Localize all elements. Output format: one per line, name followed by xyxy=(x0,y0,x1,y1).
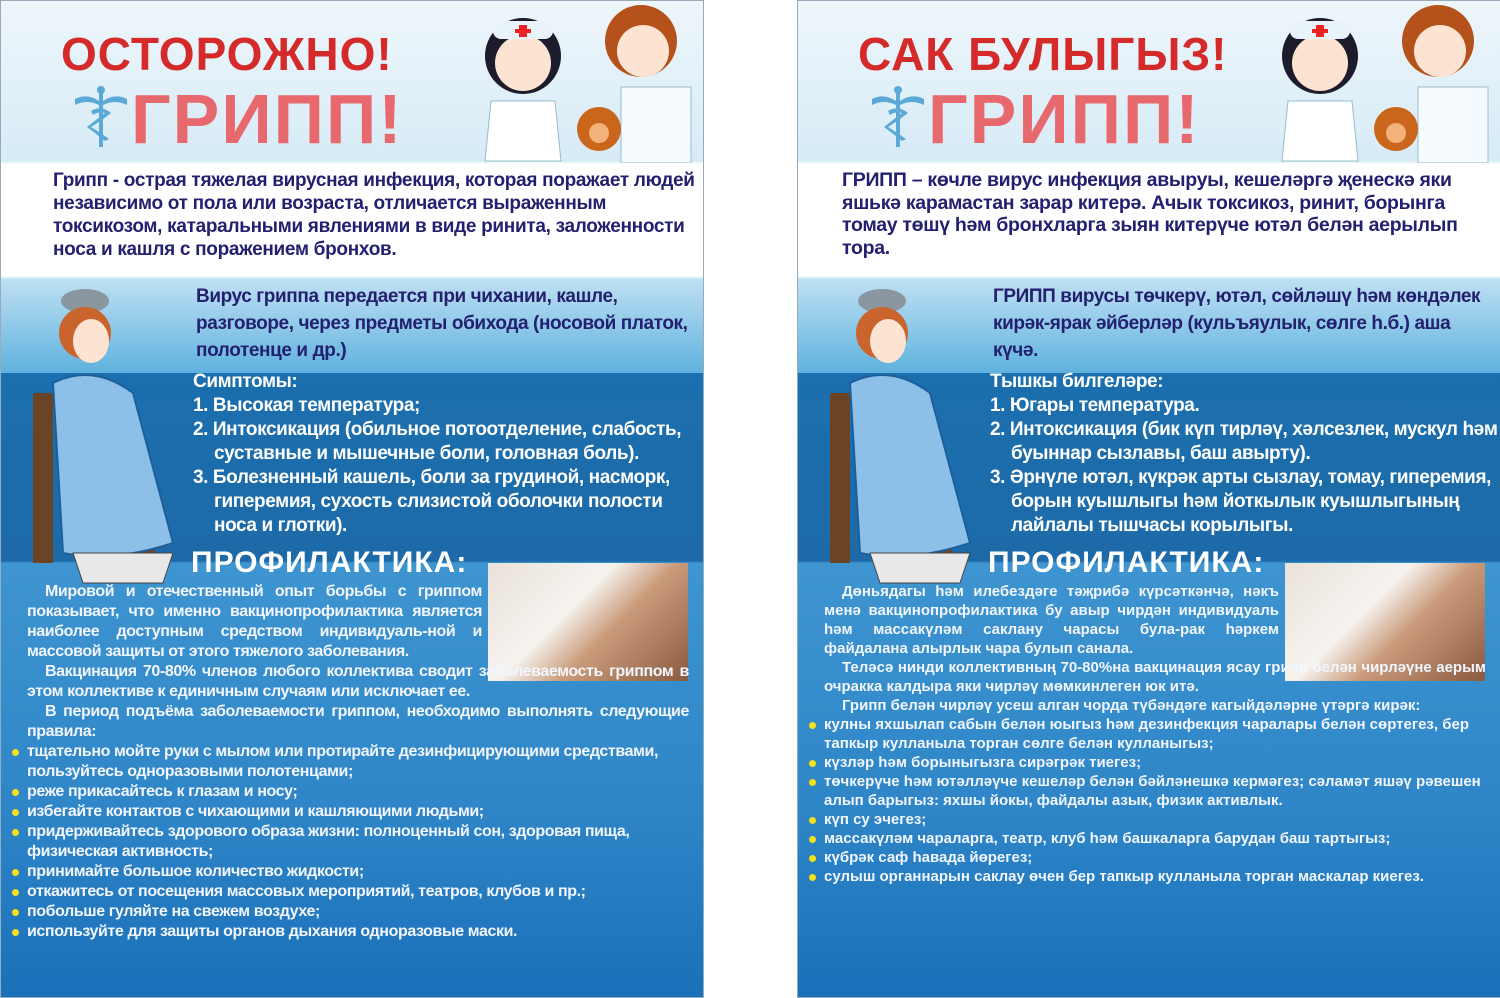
rule-item: побольше гуляйте на свежем воздухе; xyxy=(27,902,689,922)
prophylaxis-paragraph: Грипп белән чирләү усеш алган чорда түбәндәге кагыйдәләрне үтәргә кирәк: xyxy=(842,697,1421,714)
nurse-doctor-illustration xyxy=(1268,1,1500,163)
rule-item: принимайте большое количество жидкости; xyxy=(27,862,689,882)
symptom-item: 1. Югары температура. xyxy=(990,395,1200,416)
intro-text: Грипп - острая тяжелая вирусная инфекция, которая поражает людей независимо от пола или возраста, отличается выраженным токсикозом, катаральными явлениями в виде ринита, заложенности носа и кашля с поражением бронхов. xyxy=(53,170,695,260)
symptom-item: 1. Высокая температура; xyxy=(193,395,420,416)
rule-item: күбрәк саф һавада йөрегез; xyxy=(824,848,1486,867)
rule-item: избегайте контактов с чихающими и кашляющими людьми; xyxy=(27,802,689,822)
flu-title: ГРИПП! xyxy=(928,80,1201,158)
prophylaxis-paragraph: Мировой и отечественный опыт борьбы с гриппом показывает, что именно вакцинопрофилактика является наиболее доступным средством индивидуаль-ной и массовой защиты от этого тяжелого заболевания. xyxy=(27,583,482,660)
prophylaxis-body xyxy=(27,582,689,942)
content-flow xyxy=(1,283,704,942)
poster-ru xyxy=(0,0,704,998)
transmission-text: ГРИПП вирусы төчкерү, ютәл, сөйләшү һәм көндәлек кирәк-ярак әйберләр (кульъяулык, сөлге һ.б.) аша күчә. xyxy=(993,286,1481,361)
symptoms-block xyxy=(193,370,701,538)
symptom-item: 3. Әрнүле ютәл, күкрәк арты сызлау, томау, гиперемия, борын куышлыгы һәм йоткылык куышлыгының лайлалы тышчасы корылыгы. xyxy=(990,467,1492,536)
poster-tt xyxy=(797,0,1500,998)
symptom-item: 3. Болезненный кашель, боли за грудиной, насморк, гиперемия, сухость слизистой оболочки полости носа и глотки). xyxy=(193,467,670,536)
rule-item: откажитесь от посещения массовых мероприятий, театров, клубов и пр.; xyxy=(27,882,689,902)
rule-item: придерживайтесь здорового образа жизни: полноценный сон, здоровая пища, физическая активность; xyxy=(27,822,689,862)
warning-title: ОСТОРОЖНО! xyxy=(61,28,393,80)
prophylaxis-paragraph: Дөньядагы һәм илебездәге тәҗрибә күрсәткәнчә, нәкъ менә вакцинопрофилактика бу авыр чирдән индивидуаль һәм массакүләм саклану чарасы булa-рак һәркем файдалана алырлык чара булып санала. xyxy=(824,583,1279,657)
prophylaxis-paragraph: Теләсә нинди коллективның 70-80%на вакцинация ясау грипп белән чирләүне аерым очракка калдыра яки чирләү мөмкинлеген юк итә. xyxy=(824,659,1486,695)
rule-item: массакүләм чараларга, театр, клуб һәм башкаларга барудан баш тартыгыз; xyxy=(824,829,1486,848)
caduceus-icon xyxy=(870,85,926,149)
rule-item: күп су эчегез; xyxy=(824,810,1486,829)
prophylaxis-paragraph: В период подъёма заболеваемости гриппом, необходимо выполнять следующие правила: xyxy=(27,703,689,740)
rule-item: төчкерүче һәм ютәлләүче кешеләр белән бәйләнешкә кермәгез; сәламәт яшәү рәвешен алып барыгыз: яхшы йокы, файдалы азык, физик активлык. xyxy=(824,772,1486,810)
rule-item: кулны яхшылап сабын белән юыгыз һәм дезинфекция чаралары белән сөртегез, бер тапкыр кулланыла торган сөлге белән кулланыгыз; xyxy=(824,715,1486,753)
rules-list xyxy=(824,715,1486,886)
prophylaxis-title: ПРОФИЛАКТИКА: xyxy=(988,546,1265,579)
rule-item: реже прикасайтесь к глазам и носу; xyxy=(27,782,689,802)
warning-title: САК БУЛЫГЫЗ! xyxy=(858,28,1228,80)
caduceus-icon xyxy=(73,85,129,149)
symptom-item: 2. Интоксикация (обильное потоотделение, слабость, суставные и мышечные боли, головная боль). xyxy=(193,419,682,464)
flu-title: ГРИПП! xyxy=(131,80,404,158)
transmission-text: Вирус гриппа передается при чихании, кашле, разговоре, через предметы обихода (носовой платок, полотенце и др.) xyxy=(196,286,688,361)
symptoms-block xyxy=(990,370,1498,538)
symptom-item: 2. Интоксикация (бик күп тирләү, хәлсезлек, мускул һәм буыннар сызлавы, баш авырту). xyxy=(990,419,1498,464)
content-flow xyxy=(798,283,1500,886)
prophylaxis-title: ПРОФИЛАКТИКА: xyxy=(191,546,468,579)
rule-item: сулыш органнарын саклау өчен бер тапкыр кулланыла торган маскалар киегез. xyxy=(824,867,1486,886)
rule-item: тщательно мойте руки с мылом или протирайте дезинфицирующими средствами, пользуйтесь одноразовыми полотенцами; xyxy=(27,742,689,782)
prophylaxis-paragraph: Вакцинация 70-80% членов любого коллектива сводит заболеваемость гриппом в этом коллективе к единичным случаям или исключает ее. xyxy=(27,663,689,700)
rule-item: используйте для защиты органов дыхания одноразовые маски. xyxy=(27,922,689,942)
symptoms-title: Тышкы билгеләре: xyxy=(990,371,1164,392)
intro-text: ГРИПП – көчле вирус инфекция авыруы, кешеләргә җенескә яки яшькә карамастан зарар китерә. Ачык токсикоз, ринит, борынга томау төшү һәм бронхларга зыян китерүче ютәл белән аерылып тора. xyxy=(842,169,1458,259)
rules-list xyxy=(27,742,689,942)
symptoms-title: Симптомы: xyxy=(193,371,298,392)
nurse-doctor-illustration xyxy=(471,1,703,163)
prophylaxis-body xyxy=(824,582,1486,886)
rule-item: күзләр һәм борыныгызга сирәгрәк тиегез; xyxy=(824,753,1486,772)
